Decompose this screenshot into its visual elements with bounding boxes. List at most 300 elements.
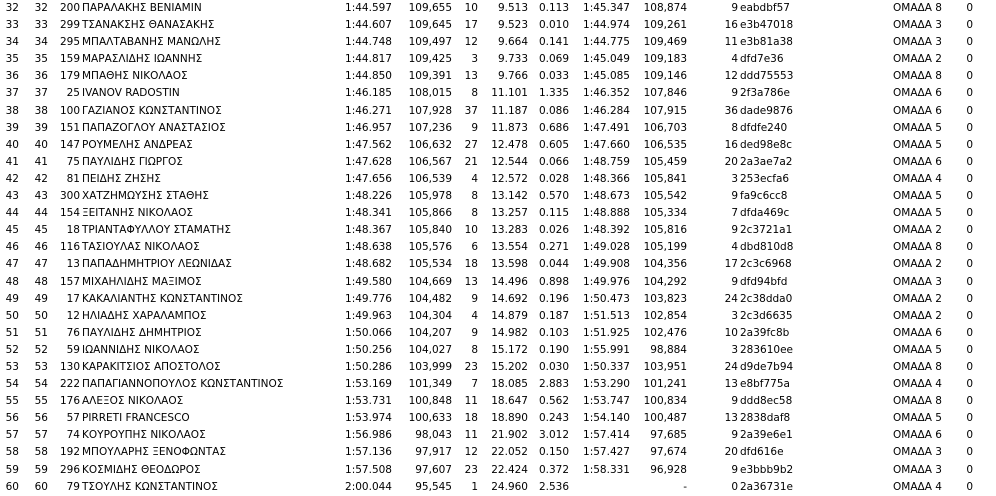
second-lap-number-cell: 9: [731, 275, 738, 288]
best-lap-number-cell: 11: [464, 429, 478, 442]
best-lap-number-cell: 8: [471, 343, 478, 356]
penalty-cell: 0: [966, 378, 973, 391]
diff-cell: 2.883: [538, 378, 569, 391]
car-number-cell: 296: [59, 463, 80, 476]
second-best-lap-cell: 1:48.673: [583, 190, 630, 203]
second-lap-number-cell: 13: [724, 378, 738, 391]
team-cell: ΟΜΑΔΑ 6: [893, 155, 942, 168]
table-row: [0, 17, 996, 34]
penalty-cell: 0: [966, 190, 973, 203]
best-lap-cell: 1:46.957: [345, 121, 392, 134]
transponder-cell: dfd7e36: [740, 53, 784, 66]
second-lap-number-cell: 9: [731, 395, 738, 408]
driver-name-cell: ΠΑΠΑΖΟΓΛΟΥ ΑΝΑΣΤΑΣΙΟΣ: [82, 121, 226, 134]
second-best-speed-cell: 107,846: [643, 87, 687, 100]
best-speed-cell: 97,917: [415, 446, 452, 459]
transponder-cell: dfdfe240: [740, 121, 788, 134]
best-lap-number-cell: 9: [471, 292, 478, 305]
best-lap-number-cell: 10: [464, 2, 478, 14]
second-lap-number-cell: 4: [731, 53, 738, 66]
pos-cell: 42: [5, 172, 19, 185]
driver-name-cell: ΤΡΙΑΝΤΑΦΥΛΛΟΥ ΣΤΑΜΑΤΗΣ: [82, 224, 231, 237]
best-lap-number-cell: 27: [464, 138, 478, 151]
gap-cell: 13.142: [491, 190, 528, 203]
pos-cell: 35: [5, 53, 19, 66]
second-best-speed-cell: 100,834: [643, 395, 687, 408]
best-speed-cell: 109,425: [408, 53, 452, 66]
second-best-lap-cell: 1:50.337: [583, 360, 630, 373]
penalty-cell: 0: [966, 2, 973, 14]
best-speed-cell: 100,848: [408, 395, 452, 408]
driver-name-cell: ΚΑΚΑΛΙΑΝΤΗΣ ΚΩΝΣΤΑΝΤΙΝΟΣ: [82, 292, 243, 305]
best-lap-cell: 1:47.628: [345, 155, 392, 168]
second-best-speed-cell: 102,854: [643, 309, 687, 322]
table-row: [0, 239, 996, 256]
penalty-cell: 0: [966, 172, 973, 185]
gap-cell: 13.554: [491, 241, 528, 254]
gap-cell: 22.424: [491, 463, 528, 476]
pos-cell: 46: [5, 241, 19, 254]
best-lap-number-cell: 3: [471, 53, 478, 66]
driver-name-cell: ΚΟΣΜΙΔΗΣ ΘΕΟΔΩΡΟΣ: [82, 463, 201, 476]
team-cell: ΟΜΑΔΑ 8: [893, 2, 942, 14]
team-cell: ΟΜΑΔΑ 2: [893, 224, 942, 237]
penalty-cell: 0: [966, 292, 973, 305]
class-pos-cell: 54: [34, 378, 48, 391]
class-pos-cell: 56: [34, 412, 48, 425]
second-best-speed-cell: 109,261: [643, 19, 687, 32]
second-lap-number-cell: 11: [724, 36, 738, 49]
driver-name-cell: ΗΛΙΑΔΗΣ ΧΑΡΑΛΑΜΠΟΣ: [82, 309, 207, 322]
table-row: [0, 51, 996, 68]
table-row: [0, 393, 996, 410]
best-lap-cell: 1:44.607: [345, 19, 392, 32]
gap-cell: 13.283: [491, 224, 528, 237]
best-speed-cell: 104,027: [408, 343, 452, 356]
second-lap-number-cell: 9: [731, 429, 738, 442]
second-best-speed-cell: 107,915: [643, 104, 687, 117]
penalty-cell: 0: [966, 155, 973, 168]
class-pos-cell: 45: [34, 224, 48, 237]
best-lap-number-cell: 12: [464, 446, 478, 459]
gap-cell: 24.960: [491, 480, 528, 493]
second-best-lap-cell: 1:45.085: [583, 70, 630, 83]
driver-name-cell: ΜΠΑΛΤΑΒΑΝΗΣ ΜΑΝΩΛΗΣ: [82, 36, 221, 49]
best-lap-cell: 1:50.256: [345, 343, 392, 356]
table-row: [0, 68, 996, 85]
class-pos-cell: 39: [34, 121, 48, 134]
car-number-cell: 179: [59, 70, 80, 83]
best-speed-cell: 105,866: [408, 207, 452, 220]
pos-cell: 39: [5, 121, 19, 134]
best-lap-number-cell: 13: [464, 275, 478, 288]
pos-cell: 43: [5, 190, 19, 203]
best-speed-cell: 109,391: [408, 70, 452, 83]
pos-cell: 40: [5, 138, 19, 151]
team-cell: ΟΜΑΔΑ 5: [893, 343, 942, 356]
team-cell: ΟΜΑΔΑ 4: [893, 172, 942, 185]
second-best-speed-cell: 105,816: [643, 224, 687, 237]
best-speed-cell: 95,545: [415, 480, 452, 493]
gap-cell: 9.664: [497, 36, 528, 49]
gap-cell: 14.496: [491, 275, 528, 288]
best-lap-cell: 1:50.066: [345, 326, 392, 339]
class-pos-cell: 55: [34, 395, 48, 408]
table-row: [0, 376, 996, 393]
class-pos-cell: 37: [34, 87, 48, 100]
second-lap-number-cell: 3: [731, 343, 738, 356]
best-speed-cell: 105,978: [408, 190, 452, 203]
best-lap-cell: 1:53.169: [345, 378, 392, 391]
best-speed-cell: 106,539: [408, 172, 452, 185]
transponder-cell: e8bf775a: [740, 378, 790, 391]
second-best-speed-cell: 100,487: [643, 412, 687, 425]
best-lap-cell: 1:53.731: [345, 395, 392, 408]
diff-cell: 0.190: [538, 343, 569, 356]
diff-cell: 0.026: [538, 224, 569, 237]
transponder-cell: 2a3ae7a2: [740, 155, 793, 168]
driver-name-cell: ΚΟΥΡΟΥΠΗΣ ΝΙΚΟΛΑΟΣ: [82, 429, 206, 442]
team-cell: ΟΜΑΔΑ 2: [893, 258, 942, 271]
car-number-cell: 76: [66, 326, 80, 339]
driver-name-cell: ΜΙΧΑΗΛΙΔΗΣ ΜΑΞΙΜΟΣ: [82, 275, 202, 288]
second-lap-number-cell: 16: [724, 19, 738, 32]
class-pos-cell: 36: [34, 70, 48, 83]
penalty-cell: 0: [966, 241, 973, 254]
best-lap-cell: 1:46.185: [345, 87, 392, 100]
gap-cell: 11.873: [491, 121, 528, 134]
class-pos-cell: 33: [34, 19, 48, 32]
car-number-cell: 116: [59, 241, 80, 254]
pos-cell: 34: [5, 36, 19, 49]
diff-cell: 1.335: [538, 87, 569, 100]
best-lap-cell: 1:44.748: [345, 36, 392, 49]
best-lap-cell: 1:48.226: [345, 190, 392, 203]
best-lap-number-cell: 4: [471, 172, 478, 185]
gap-cell: 18.890: [491, 412, 528, 425]
second-best-lap-cell: 1:53.747: [583, 395, 630, 408]
car-number-cell: 222: [59, 378, 80, 391]
team-cell: ΟΜΑΔΑ 8: [893, 241, 942, 254]
team-cell: ΟΜΑΔΑ 8: [893, 360, 942, 373]
transponder-cell: 2a39fc8b: [740, 326, 790, 339]
car-number-cell: 13: [66, 258, 80, 271]
penalty-cell: 0: [966, 70, 973, 83]
second-best-lap-cell: 1:48.392: [583, 224, 630, 237]
diff-cell: 0.141: [538, 36, 569, 49]
gap-cell: 15.202: [491, 360, 528, 373]
car-number-cell: 75: [66, 155, 80, 168]
second-best-lap-cell: 1:47.491: [583, 121, 630, 134]
penalty-cell: 0: [966, 343, 973, 356]
team-cell: ΟΜΑΔΑ 5: [893, 412, 942, 425]
gap-cell: 12.478: [491, 138, 528, 151]
class-pos-cell: 38: [34, 104, 48, 117]
table-row: [0, 444, 996, 461]
transponder-cell: 2c38dda0: [740, 292, 793, 305]
best-lap-number-cell: 21: [464, 155, 478, 168]
best-speed-cell: 103,999: [408, 360, 452, 373]
transponder-cell: dfda469c: [740, 207, 790, 220]
best-speed-cell: 104,669: [408, 275, 452, 288]
team-cell: ΟΜΑΔΑ 5: [893, 207, 942, 220]
team-cell: ΟΜΑΔΑ 4: [893, 480, 942, 493]
gap-cell: 9.733: [497, 53, 528, 66]
transponder-cell: fa9c6cc8: [740, 190, 788, 203]
transponder-cell: 283610ee: [740, 343, 794, 356]
class-pos-cell: 52: [34, 343, 48, 356]
car-number-cell: 157: [59, 275, 80, 288]
class-pos-cell: 43: [34, 190, 48, 203]
pos-cell: 50: [5, 309, 19, 322]
team-cell: ΟΜΑΔΑ 3: [893, 19, 942, 32]
diff-cell: 0.010: [538, 19, 569, 32]
gap-cell: 18.647: [491, 395, 528, 408]
pos-cell: 45: [5, 224, 19, 237]
table-row: [0, 479, 996, 496]
second-best-lap-cell: 1:46.284: [583, 104, 630, 117]
best-lap-number-cell: 8: [471, 190, 478, 203]
best-lap-number-cell: 10: [464, 224, 478, 237]
driver-name-cell: ΜΠΟΥΛΑΡΗΣ ΞΕΝΟΦΩΝΤΑΣ: [82, 446, 226, 459]
driver-name-cell: ΓΑΖΙΑΝΟΣ ΚΩΝΣΤΑΝΤΙΝΟΣ: [82, 104, 222, 117]
team-cell: ΟΜΑΔΑ 6: [893, 87, 942, 100]
penalty-cell: 0: [966, 463, 973, 476]
best-lap-number-cell: 7: [471, 378, 478, 391]
team-cell: ΟΜΑΔΑ 5: [893, 121, 942, 134]
gap-cell: 11.101: [491, 87, 528, 100]
second-best-lap-cell: 1:51.513: [583, 309, 630, 322]
penalty-cell: 0: [966, 53, 973, 66]
gap-cell: 14.982: [491, 326, 528, 339]
second-best-speed-cell: 97,674: [650, 446, 687, 459]
gap-cell: 9.766: [497, 70, 528, 83]
driver-name-cell: PIRRETI FRANCESCO: [82, 412, 190, 425]
table-row: [0, 342, 996, 359]
second-best-speed-cell: 109,146: [643, 70, 687, 83]
team-cell: ΟΜΑΔΑ 6: [893, 326, 942, 339]
best-speed-cell: 98,043: [415, 429, 452, 442]
best-lap-number-cell: 8: [471, 207, 478, 220]
gap-cell: 22.052: [491, 446, 528, 459]
pos-cell: 52: [5, 343, 19, 356]
best-lap-number-cell: 9: [471, 326, 478, 339]
table-row: [0, 137, 996, 154]
transponder-cell: eabdbf57: [740, 2, 790, 14]
table-row: [0, 85, 996, 102]
transponder-cell: ded98e8c: [740, 138, 793, 151]
second-best-lap-cell: 1:55.991: [583, 343, 630, 356]
second-lap-number-cell: 9: [731, 190, 738, 203]
table-row: [0, 120, 996, 137]
diff-cell: 0.069: [538, 53, 569, 66]
car-number-cell: 299: [59, 19, 80, 32]
class-pos-cell: 44: [34, 207, 48, 220]
best-lap-number-cell: 23: [464, 463, 478, 476]
second-lap-number-cell: 20: [724, 155, 738, 168]
second-lap-number-cell: 7: [731, 207, 738, 220]
team-cell: ΟΜΑΔΑ 6: [893, 429, 942, 442]
diff-cell: 0.243: [538, 412, 569, 425]
diff-cell: 0.044: [538, 258, 569, 271]
best-lap-number-cell: 8: [471, 87, 478, 100]
driver-name-cell: ΧΑΤΖΗΜΩΥΣΗΣ ΣΤΑΘΗΣ: [82, 190, 209, 203]
table-row: [0, 427, 996, 444]
transponder-cell: e3bbb9b2: [740, 463, 794, 476]
pos-cell: 49: [5, 292, 19, 305]
second-lap-number-cell: 0: [731, 480, 738, 493]
pos-cell: 44: [5, 207, 19, 220]
penalty-cell: 0: [966, 412, 973, 425]
second-best-speed-cell: 106,535: [643, 138, 687, 151]
penalty-cell: 0: [966, 309, 973, 322]
best-lap-cell: 1:57.508: [345, 463, 392, 476]
best-lap-number-cell: 9: [471, 121, 478, 134]
second-best-lap-cell: 1:50.473: [583, 292, 630, 305]
best-speed-cell: 100,633: [408, 412, 452, 425]
car-number-cell: 100: [59, 104, 80, 117]
team-cell: ΟΜΑΔΑ 3: [893, 36, 942, 49]
second-best-lap-cell: 1:49.028: [583, 241, 630, 254]
best-lap-cell: 1:48.367: [345, 224, 392, 237]
second-best-speed-cell: 97,685: [650, 429, 687, 442]
team-cell: ΟΜΑΔΑ 6: [893, 104, 942, 117]
class-pos-cell: 51: [34, 326, 48, 339]
pos-cell: 53: [5, 360, 19, 373]
penalty-cell: 0: [966, 87, 973, 100]
second-best-speed-cell: 98,884: [650, 343, 687, 356]
best-lap-cell: 1:48.682: [345, 258, 392, 271]
class-pos-cell: 58: [34, 446, 48, 459]
best-speed-cell: 104,304: [408, 309, 452, 322]
table-row: [0, 154, 996, 171]
penalty-cell: 0: [966, 19, 973, 32]
pos-cell: 38: [5, 104, 19, 117]
driver-name-cell: ΠΑΠΑΓΙΑΝΝΟΠΟΥΛΟΣ ΚΩΝΣΤΑΝΤΙΝΟΣ: [82, 378, 284, 391]
best-lap-cell: 1:49.776: [345, 292, 392, 305]
car-number-cell: 200: [59, 2, 80, 14]
pos-cell: 33: [5, 19, 19, 32]
best-lap-number-cell: 18: [464, 258, 478, 271]
gap-cell: 15.172: [491, 343, 528, 356]
best-speed-cell: 106,632: [408, 138, 452, 151]
car-number-cell: 81: [66, 172, 80, 185]
best-lap-cell: 1:44.817: [345, 53, 392, 66]
driver-name-cell: ΠΑΡΑΛΑΚΗΣ ΒΕΝΙΑΜΙΝ: [82, 2, 202, 14]
class-pos-cell: 42: [34, 172, 48, 185]
second-best-lap-cell: 1:48.888: [583, 207, 630, 220]
best-lap-cell: 1:57.136: [345, 446, 392, 459]
diff-cell: 0.686: [538, 121, 569, 134]
transponder-cell: 2c3c6968: [740, 258, 792, 271]
diff-cell: 0.103: [538, 326, 569, 339]
second-lap-number-cell: 8: [731, 121, 738, 134]
penalty-cell: 0: [966, 395, 973, 408]
table-row: [0, 171, 996, 188]
second-lap-number-cell: 24: [724, 292, 738, 305]
penalty-cell: 0: [966, 360, 973, 373]
team-cell: ΟΜΑΔΑ 2: [893, 292, 942, 305]
class-pos-cell: 32: [34, 2, 48, 14]
second-best-speed-cell: 101,241: [643, 378, 687, 391]
penalty-cell: 0: [966, 429, 973, 442]
diff-cell: 0.196: [538, 292, 569, 305]
pos-cell: 56: [5, 412, 19, 425]
transponder-cell: e3b47018: [740, 19, 794, 32]
best-speed-cell: 104,482: [408, 292, 452, 305]
car-number-cell: 18: [66, 224, 80, 237]
penalty-cell: 0: [966, 224, 973, 237]
table-row: [0, 359, 996, 376]
car-number-cell: 300: [59, 190, 80, 203]
transponder-cell: dfd616e: [740, 446, 784, 459]
second-lap-number-cell: 3: [731, 172, 738, 185]
class-pos-cell: 60: [34, 480, 48, 493]
driver-name-cell: ΠΕΙΔΗΣ ΖΗΣΗΣ: [82, 172, 161, 185]
penalty-cell: 0: [966, 104, 973, 117]
pos-cell: 51: [5, 326, 19, 339]
second-best-speed-cell: -: [683, 480, 687, 493]
driver-name-cell: ΤΑΣΙΟΥΛΑΣ ΝΙΚΟΛΑΟΣ: [82, 241, 200, 254]
penalty-cell: 0: [966, 121, 973, 134]
table-row: [0, 34, 996, 51]
second-best-speed-cell: 106,703: [643, 121, 687, 134]
transponder-cell: dbd810d8: [740, 241, 794, 254]
best-lap-number-cell: 11: [464, 395, 478, 408]
team-cell: ΟΜΑΔΑ 4: [893, 378, 942, 391]
table-row: [0, 274, 996, 291]
gap-cell: 12.572: [491, 172, 528, 185]
diff-cell: 0.150: [538, 446, 569, 459]
best-lap-cell: 1:47.562: [345, 138, 392, 151]
driver-name-cell: ΠΑΠΑΔΗΜΗΤΡΙΟΥ ΛΕΩΝΙΔΑΣ: [82, 258, 232, 271]
table-row: [0, 325, 996, 342]
second-best-speed-cell: 96,928: [650, 463, 687, 476]
best-lap-number-cell: 13: [464, 70, 478, 83]
driver-name-cell: ΤΣΟΥΛΗΣ ΚΩΝΣΤΑΝΤΙΝΟΣ: [82, 480, 218, 493]
best-speed-cell: 108,015: [408, 87, 452, 100]
transponder-cell: ddd75553: [740, 70, 794, 83]
best-lap-number-cell: 17: [464, 19, 478, 32]
pos-cell: 32: [5, 2, 19, 14]
car-number-cell: 12: [66, 309, 80, 322]
class-pos-cell: 40: [34, 138, 48, 151]
best-lap-number-cell: 12: [464, 36, 478, 49]
second-lap-number-cell: 12: [724, 70, 738, 83]
diff-cell: 0.898: [538, 275, 569, 288]
second-best-speed-cell: 104,292: [643, 275, 687, 288]
second-lap-number-cell: 4: [731, 241, 738, 254]
gap-cell: 11.187: [491, 104, 528, 117]
second-best-speed-cell: 104,356: [643, 258, 687, 271]
pos-cell: 41: [5, 155, 19, 168]
second-lap-number-cell: 17: [724, 258, 738, 271]
car-number-cell: 192: [59, 446, 80, 459]
diff-cell: 0.066: [538, 155, 569, 168]
penalty-cell: 0: [966, 207, 973, 220]
car-number-cell: 79: [66, 480, 80, 493]
pos-cell: 54: [5, 378, 19, 391]
penalty-cell: 0: [966, 326, 973, 339]
transponder-cell: 2c3721a1: [740, 224, 793, 237]
second-lap-number-cell: 9: [731, 224, 738, 237]
second-lap-number-cell: 13: [724, 412, 738, 425]
diff-cell: 0.115: [538, 207, 569, 220]
pos-cell: 36: [5, 70, 19, 83]
driver-name-cell: ΡΟΥΜΕΛΗΣ ΑΝΔΡΕΑΣ: [82, 138, 193, 151]
best-speed-cell: 106,567: [408, 155, 452, 168]
table-row: [0, 0, 996, 17]
